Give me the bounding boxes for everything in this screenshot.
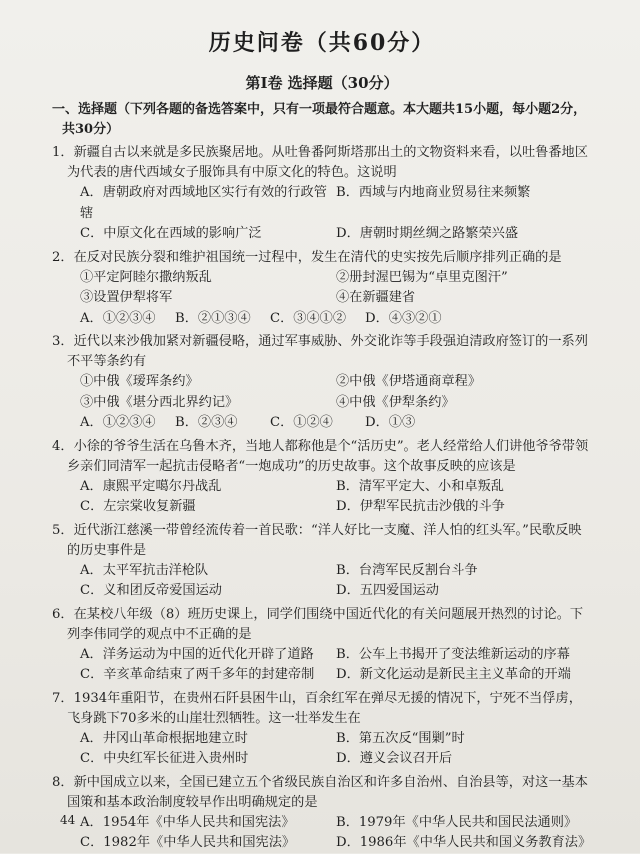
question-text: 4．小徐的爷爷生活在乌鲁木齐，当地人都称他是个“活历史”。老人经常给人们讲他爷爷带领乡亲们同清军一起抗击侵略者“一炮成功”的历史故事。这个故事反映的应该是 [52, 438, 589, 474]
option-a: A．①②③④ [80, 310, 156, 326]
section-title: 第Ⅰ卷 选择题（30分） [245, 74, 399, 92]
option-d: D．新文化运动是新民主主义革命的开端 [336, 667, 571, 682]
option-a: A．1954年《中华人民共和国宪法》 [80, 814, 295, 830]
statement-1: ①中俄《瑷珲条约》 [80, 374, 199, 389]
question-text: 3．近代以来沙俄加紧对新疆侵略，通过军事威胁、外交讹诈等手段强迫清政府签订的一系列不平等条约有 [52, 334, 588, 369]
option-c: C．③④①② [270, 310, 347, 326]
question-text: 1．新疆自古以来就是多民族聚居地。从吐鲁番阿斯塔那出土的文物资料来看，以吐鲁番地区为代表的唐代西域女子服饰具有中原文化的特色。这说明 [52, 145, 588, 180]
option-a: A．井冈山革命根据地建立时 [80, 730, 248, 746]
option-a: A．①②③④ [80, 415, 156, 430]
option-a: A．唐朝政府对西域地区实行有效的行政管辖 [80, 185, 327, 221]
question-5 [52, 521, 592, 602]
option-a: A．洋务运动为中国的近代化开辟了道路 [80, 646, 314, 662]
question-text: 6．在某校八年级（8）班历史课上，同学们围绕中国近代化的有关问题展开热烈的讨论。下列李伟同学的观点中不正确的是 [52, 606, 584, 642]
option-b: B．②③④ [175, 415, 238, 430]
option-d: D．1986年《中华人民共和国义务教育法》 [336, 835, 592, 850]
question-text: 8．新中国成立以来，全国已建立五个省级民族自治区和许多自治州、自治县等，对这一基本国策和基本政治制度较早作出明确规定的是 [52, 774, 588, 810]
page-number: 44 [60, 813, 76, 827]
option-d: D．五四爱国运动 [336, 583, 439, 598]
statement-4: ④在新疆建省 [336, 290, 416, 305]
question-8 [52, 773, 592, 854]
option-b: B．第五次反“围剿”时 [336, 730, 465, 746]
question-1 [52, 143, 592, 245]
option-d: D．①③ [365, 415, 416, 430]
statement-4: ④中俄《伊犁条约》 [336, 394, 455, 410]
statement-1: ①平定阿睦尔撒纳叛乱 [80, 269, 212, 285]
option-d: D．唐朝时期丝绸之路繁荣兴盛 [336, 226, 519, 241]
option-b: B．1979年《中华人民共和国民法通则》 [336, 814, 578, 830]
question-3 [52, 332, 592, 434]
option-a: A．康熙平定噶尔丹战乱 [80, 478, 222, 494]
option-c: C．中原文化在西域的影响广泛 [80, 226, 262, 241]
option-d: D．遵义会议召开后 [336, 751, 453, 766]
question-text: 2．在反对民族分裂和维护祖国统一过程中，发生在清代的史实按先后顺序排列正确的是 [52, 249, 562, 265]
option-d: D．伊犁军民抗击沙俄的斗争 [336, 499, 505, 514]
statement-3: ③设置伊犁将军 [80, 290, 173, 305]
section-instructions: 一、选择题（下列各题的备选答案中，只有一项最符合题意。本大题共15小题，每小题2分，共30分） [52, 102, 587, 137]
question-text: 5．近代浙江慈溪一带曾经流传着一首民歌：“洋人好比一支魔、洋人怕的红头军。”民歌反映的历史事件是 [52, 522, 582, 558]
question-6 [52, 605, 592, 686]
question-2 [52, 248, 592, 330]
question-7 [52, 689, 592, 770]
option-b: B．②①③④ [175, 310, 251, 326]
option-d: D．④③②① [365, 310, 442, 326]
option-c: C．1982年《中华人民共和国宪法》 [80, 835, 296, 850]
option-c: C．中央红军长征进入贵州时 [80, 751, 249, 766]
option-c: C．义和团反帝爱国运动 [80, 583, 222, 598]
option-c: C．①②④ [270, 415, 333, 430]
option-a: A．太平军抗击洋枪队 [80, 562, 209, 578]
option-c: C．辛亥革命结束了两千多年的封建帝制 [80, 667, 315, 682]
option-c: C．左宗棠收复新疆 [80, 499, 196, 514]
option-b: B．公车上书揭开了变法维新运动的序幕 [336, 646, 570, 662]
question-text: 7．1934年重阳节，在贵州石阡县困牛山，百余红军在弹尽无援的情况下，宁死不当俘虏，飞身跳下70多米的山崖壮烈牺牲。这一壮举发生在 [52, 690, 582, 726]
page-title: 历史问卷（共60分） [208, 30, 436, 56]
question-4 [52, 437, 592, 518]
statement-2: ②中俄《伊塔通商章程》 [336, 374, 482, 389]
option-b: B．台湾军民反割台斗争 [336, 562, 478, 578]
option-b: B．西域与内地商业贸易往来频繁 [336, 185, 531, 200]
statement-2: ②册封渥巴锡为“卓里克图汗” [336, 269, 508, 285]
statement-3: ③中俄《堪分西北界约记》 [80, 394, 239, 410]
option-b: B．清军平定大、小和卓叛乱 [336, 478, 504, 494]
